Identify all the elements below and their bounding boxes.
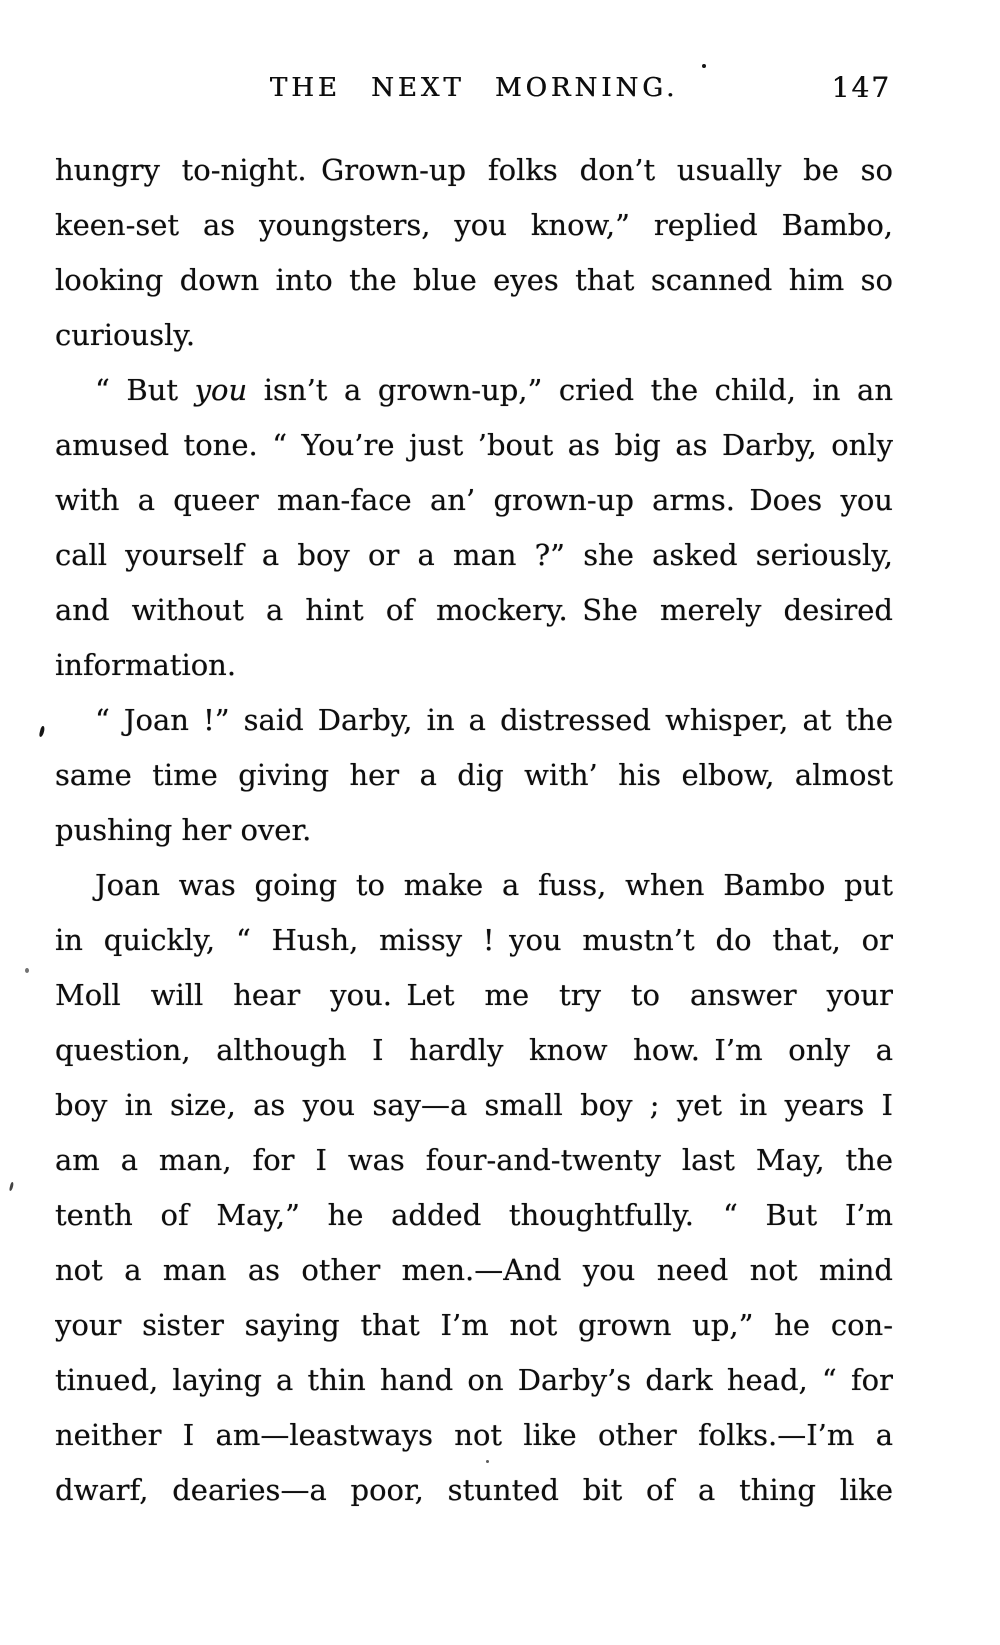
text-line xyxy=(55,803,893,858)
text-segment: keen-set as youngsters, you know,” replied Bambo, xyxy=(55,208,893,242)
paragraph xyxy=(55,693,893,858)
text-segment: neither I am—leastways not like other folks.—I’m a xyxy=(55,1418,893,1452)
text-line xyxy=(55,1408,893,1463)
text-line xyxy=(55,528,893,583)
ink-speck xyxy=(39,726,46,738)
text-segment: your sister saying that I’m not grown up,” he con- xyxy=(55,1308,893,1342)
text-line xyxy=(55,913,893,968)
text-segment: question, although I hardly know how. I’m only a xyxy=(55,1033,893,1067)
text-segment: information. xyxy=(55,648,237,682)
text-line xyxy=(55,638,893,693)
text-segment: not a man as other men.—And you need not mind xyxy=(55,1253,893,1287)
ink-speck xyxy=(9,1182,14,1191)
text-line xyxy=(55,1243,893,1298)
text-segment: isn’t a grown-up,” cried the child, in an xyxy=(247,373,893,407)
paragraph xyxy=(55,363,893,693)
text-line xyxy=(55,1353,893,1408)
text-segment: “ But xyxy=(95,373,195,407)
page-number: 147 xyxy=(831,71,891,104)
text-segment: looking down into the blue eyes that scanned him so xyxy=(55,263,893,297)
ink-speck xyxy=(486,1460,489,1463)
text-segment: amused tone. “ You’re just ’bout as big as Darby, only xyxy=(55,428,893,462)
page-header xyxy=(55,70,893,106)
text-line xyxy=(55,1023,893,1078)
text-line xyxy=(55,253,893,308)
ink-speck xyxy=(702,64,706,68)
text-segment: in quickly, “ Hush, missy ! you mustn’t do that, or xyxy=(55,923,893,957)
text-line xyxy=(55,583,893,638)
text-line xyxy=(55,968,893,1023)
text-line xyxy=(55,858,893,913)
text-segment: pushing her over. xyxy=(55,813,312,847)
text-line xyxy=(55,198,893,253)
text-line xyxy=(55,473,893,528)
chapter-running-title: THE NEXT MORNING. xyxy=(269,73,679,103)
text-line xyxy=(55,1078,893,1133)
italic-text: you xyxy=(194,373,248,407)
text-line xyxy=(55,1133,893,1188)
text-segment: hungry to-night. Grown-up folks don’t usually be so xyxy=(55,153,893,187)
text-segment: Joan was going to make a fuss, when Bambo put xyxy=(95,868,893,902)
text-segment: same time giving her a dig with’ his elbow, almost xyxy=(55,758,893,792)
text-segment: am a man, for I was four-and-twenty last May, the xyxy=(55,1143,893,1177)
text-segment: with a queer man-face an’ grown-up arms. Does you xyxy=(55,483,893,517)
text-line xyxy=(55,1298,893,1353)
text-line xyxy=(55,308,893,363)
text-segment: curiously. xyxy=(55,318,196,352)
text-segment: boy in size, as you say—a small boy ; yet in years I xyxy=(55,1088,893,1122)
ink-speck xyxy=(25,968,29,973)
text-line xyxy=(55,1463,893,1518)
text-segment: call yourself a boy or a man ?” she asked seriously, xyxy=(55,538,893,572)
text-line xyxy=(55,693,893,748)
text-line xyxy=(55,363,893,418)
text-segment: tinued, laying a thin hand on Darby’s dark head, “ for xyxy=(55,1363,893,1397)
text-segment: tenth of May,” he added thoughtfully. “ But I’m xyxy=(55,1198,893,1232)
text-segment: and without a hint of mockery. She merely desired xyxy=(55,593,893,627)
text-line xyxy=(55,418,893,473)
text-line xyxy=(55,143,893,198)
text-line xyxy=(55,748,893,803)
text-line xyxy=(55,1188,893,1243)
text-segment: dwarf, dearies—a poor, stunted bit of a thing like xyxy=(55,1473,893,1507)
paragraph xyxy=(55,143,893,363)
paragraph xyxy=(55,858,893,1518)
text-segment: Moll will hear you. Let me try to answer your xyxy=(55,978,893,1012)
text-segment: “ Joan !” said Darby, in a distressed whisper, at the xyxy=(95,703,893,737)
text-body xyxy=(55,143,893,1518)
